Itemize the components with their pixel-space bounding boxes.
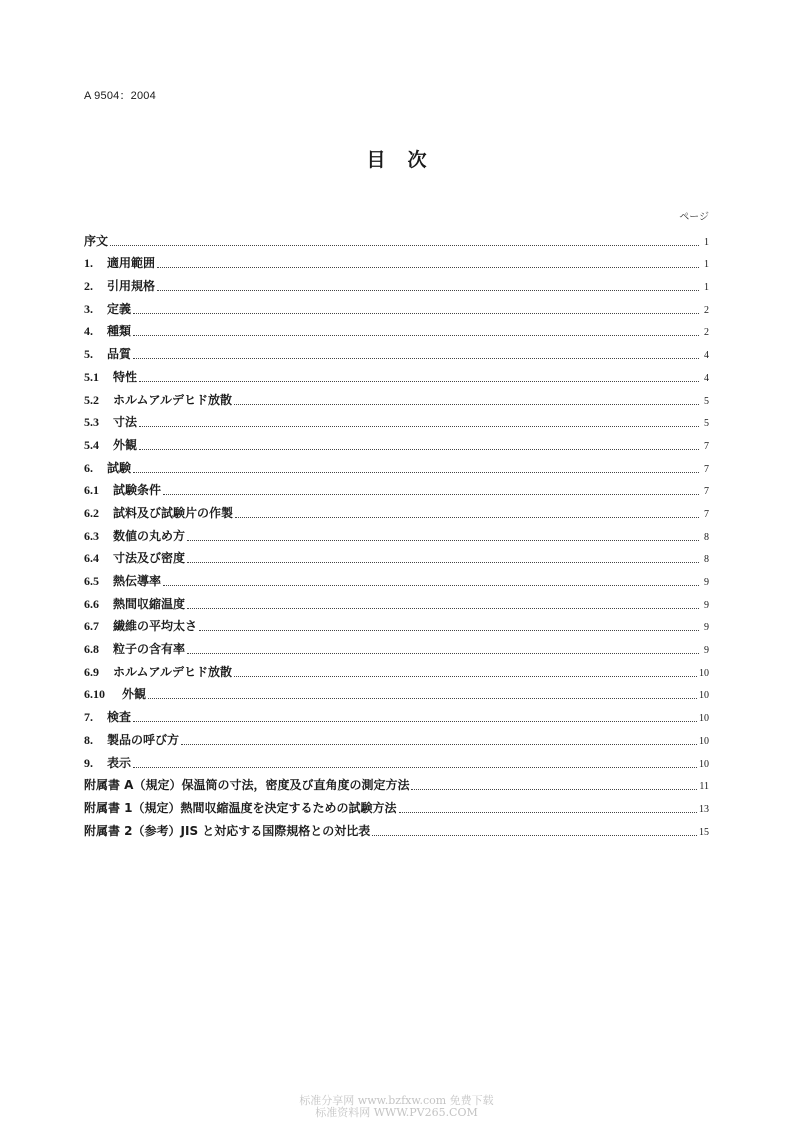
toc-entry-page: 10 bbox=[699, 690, 709, 702]
toc-entry-title: 製品の呼び方 bbox=[107, 732, 180, 747]
toc-dot-leader bbox=[187, 653, 699, 654]
watermark-line-1: 标准分享网 www.bzfxw.com 免费下载 bbox=[299, 1094, 494, 1107]
toc-dot-leader bbox=[157, 290, 699, 291]
toc-entry-page: 15 bbox=[699, 826, 709, 838]
toc-entry-title: 品質 bbox=[107, 347, 132, 362]
toc-dot-leader bbox=[399, 812, 697, 813]
toc-entry-page: 1 bbox=[704, 282, 709, 294]
toc-dot-leader bbox=[133, 767, 697, 768]
toc-entry-title: 寸法及び密度 bbox=[113, 551, 186, 566]
toc-entry-number: 6.8 bbox=[84, 642, 99, 657]
toc-entry-number: 6.10 bbox=[84, 687, 105, 702]
toc-entry-number: 3. bbox=[84, 301, 93, 316]
toc-dot-leader bbox=[234, 676, 697, 677]
toc-entry-page: 4 bbox=[704, 372, 709, 384]
toc-entry-number: 9. bbox=[84, 755, 93, 770]
toc-entry-title: 試験 bbox=[107, 460, 132, 475]
toc-entry-number: 6. bbox=[84, 460, 93, 475]
toc-entry-title: 附属書 A（規定）保温筒の寸法，密度及び直角度の測定方法 bbox=[84, 778, 410, 793]
toc-entry[interactable] bbox=[84, 317, 709, 340]
toc-dot-leader bbox=[139, 381, 699, 382]
toc-entry[interactable] bbox=[84, 657, 709, 680]
toc-dot-leader bbox=[372, 835, 697, 836]
toc-entry[interactable] bbox=[84, 771, 709, 794]
toc-entry-number: 5.4 bbox=[84, 437, 99, 452]
toc-entry-title: 検査 bbox=[107, 710, 132, 725]
toc-dot-leader bbox=[133, 335, 699, 336]
toc-entry-title: ホルムアルデヒド放散 bbox=[113, 664, 233, 679]
toc-entry-title: 引用規格 bbox=[107, 279, 156, 294]
toc-dot-leader bbox=[148, 698, 697, 699]
toc-entry-number: 4. bbox=[84, 324, 93, 339]
toc-entry[interactable] bbox=[84, 634, 709, 657]
toc-entry-title: 附属書 2（参考）JIS と対応する国際規格との対比表 bbox=[84, 823, 371, 838]
toc-dot-leader bbox=[187, 540, 699, 541]
toc-entry[interactable] bbox=[84, 453, 709, 476]
toc-entry[interactable] bbox=[84, 362, 709, 385]
toc-entry-page: 1 bbox=[704, 259, 709, 271]
toc-entry-page: 10 bbox=[699, 758, 709, 770]
toc-entry-number: 6.2 bbox=[84, 505, 99, 520]
toc-entry[interactable] bbox=[84, 521, 709, 544]
toc-entry-page: 8 bbox=[704, 554, 709, 566]
toc-entry-title: 繊維の平均太さ bbox=[113, 619, 198, 634]
toc-entry[interactable] bbox=[84, 249, 709, 272]
toc-entry-page: 13 bbox=[699, 803, 709, 815]
toc-entry-page: 7 bbox=[704, 463, 709, 475]
toc-entry-number: 6.4 bbox=[84, 551, 99, 566]
toc-dot-leader bbox=[181, 744, 697, 745]
toc-entry-page: 10 bbox=[699, 667, 709, 679]
toc-entry-number: 6.3 bbox=[84, 528, 99, 543]
toc-entry-page: 9 bbox=[704, 577, 709, 588]
toc-entry-title: 序文 bbox=[84, 233, 109, 248]
toc-entry[interactable] bbox=[84, 498, 709, 521]
toc-dot-leader bbox=[133, 721, 697, 722]
toc-entry-title: 寸法 bbox=[113, 415, 138, 430]
toc-entry-page: 7 bbox=[704, 440, 709, 452]
toc-entry[interactable] bbox=[84, 385, 709, 408]
toc-entry-number: 5. bbox=[84, 347, 93, 362]
toc-dot-leader bbox=[133, 472, 699, 473]
toc-dot-leader bbox=[163, 585, 699, 586]
toc-entry-page: 10 bbox=[699, 713, 709, 725]
toc-entry-page: 11 bbox=[699, 781, 709, 793]
toc-dot-leader bbox=[187, 608, 699, 609]
toc-dot-leader bbox=[139, 426, 699, 427]
toc-entry[interactable] bbox=[84, 544, 709, 567]
toc-entry[interactable] bbox=[84, 589, 709, 612]
toc-entry-page: 5 bbox=[704, 395, 709, 407]
toc-dot-leader bbox=[411, 789, 697, 790]
toc-entry-title: 外観 bbox=[122, 687, 147, 702]
toc-dot-leader bbox=[163, 494, 699, 495]
toc-entry-title: 表示 bbox=[107, 755, 132, 770]
toc-entry-page: 1 bbox=[704, 236, 709, 248]
toc-entry-page: 8 bbox=[704, 531, 709, 543]
toc-entry-title: 粒子の含有率 bbox=[113, 642, 186, 657]
toc-entry[interactable] bbox=[84, 226, 709, 249]
toc-entry[interactable] bbox=[84, 793, 709, 816]
toc-entry[interactable] bbox=[84, 430, 709, 453]
toc-entry-title: 附属書 1（規定）熱間収縮温度を決定するための試験方法 bbox=[84, 800, 397, 815]
page-title: 目次 bbox=[366, 149, 449, 171]
toc-entry[interactable] bbox=[84, 408, 709, 431]
toc-entry-title: 特性 bbox=[113, 369, 138, 384]
toc-dot-leader bbox=[133, 358, 699, 359]
toc-entry-page: 7 bbox=[704, 508, 709, 520]
toc-entry-number: 6.7 bbox=[84, 619, 99, 634]
toc-entry[interactable] bbox=[84, 725, 709, 748]
toc-entry[interactable] bbox=[84, 816, 709, 839]
toc-entry-title: 試料及び試験片の作製 bbox=[113, 505, 234, 520]
toc-entry-page: 4 bbox=[704, 350, 709, 362]
toc-entry[interactable] bbox=[84, 271, 709, 294]
toc-entry-number: 5.2 bbox=[84, 392, 99, 407]
toc-entry-number: 8. bbox=[84, 732, 93, 747]
toc-dot-leader bbox=[235, 517, 699, 518]
toc-entry[interactable] bbox=[84, 612, 709, 635]
toc-entry-page: 9 bbox=[704, 599, 709, 611]
toc-entry-page: 5 bbox=[704, 418, 709, 430]
toc-dot-leader bbox=[139, 449, 699, 450]
toc-dot-leader bbox=[110, 245, 699, 246]
toc-entry-title: 熱間収縮温度 bbox=[113, 596, 186, 611]
toc-entry-title: 試験条件 bbox=[113, 483, 162, 498]
watermark-line-2: 标准资料网 WWW.PV265.COM bbox=[315, 1106, 478, 1119]
toc-entry-title: 外観 bbox=[113, 437, 138, 452]
toc-entry-page: 7 bbox=[704, 486, 709, 498]
toc-entry-title: 定義 bbox=[107, 301, 132, 316]
toc-entry[interactable] bbox=[84, 294, 709, 317]
toc-entry-page: 2 bbox=[704, 304, 709, 316]
toc-entry-title: 適用範囲 bbox=[107, 256, 156, 271]
toc-entry[interactable] bbox=[84, 476, 709, 499]
toc-entry[interactable] bbox=[84, 339, 709, 362]
toc-dot-leader bbox=[199, 630, 699, 631]
toc-entry-number: 6.5 bbox=[84, 574, 99, 588]
toc-entry-number: 5.1 bbox=[84, 369, 99, 384]
toc-entry[interactable] bbox=[84, 702, 709, 725]
toc-entry[interactable] bbox=[84, 680, 709, 703]
toc-dot-leader bbox=[187, 562, 699, 563]
toc-dot-leader bbox=[133, 313, 699, 314]
toc-entry-number: 7. bbox=[84, 710, 93, 725]
document-id: A 9504：2004 bbox=[84, 90, 156, 102]
toc-dot-leader bbox=[234, 404, 699, 405]
toc-entry-page: 9 bbox=[704, 622, 709, 634]
toc-entry-number: 1. bbox=[84, 256, 93, 271]
toc-entry-title: 数値の丸め方 bbox=[113, 528, 186, 543]
toc-entry-page: 10 bbox=[699, 735, 709, 747]
toc-entry-page: 9 bbox=[704, 645, 709, 657]
toc-entry[interactable] bbox=[84, 748, 709, 771]
toc-entry-number: 6.6 bbox=[84, 596, 99, 611]
page-column-label: ページ bbox=[679, 212, 709, 223]
toc-entry-page: 2 bbox=[704, 327, 709, 339]
table-of-contents bbox=[84, 226, 709, 839]
toc-entry-title: 熱伝導率 bbox=[113, 574, 162, 588]
toc-entry-number: 2. bbox=[84, 279, 93, 294]
toc-entry-number: 6.1 bbox=[84, 483, 99, 498]
toc-entry-number: 6.9 bbox=[84, 664, 99, 679]
toc-entry-number: 5.3 bbox=[84, 415, 99, 430]
toc-entry-title: 種類 bbox=[107, 324, 132, 339]
toc-entry-title: ホルムアルデヒド放散 bbox=[113, 392, 233, 407]
toc-dot-leader bbox=[157, 267, 699, 268]
toc-entry[interactable] bbox=[84, 566, 709, 589]
